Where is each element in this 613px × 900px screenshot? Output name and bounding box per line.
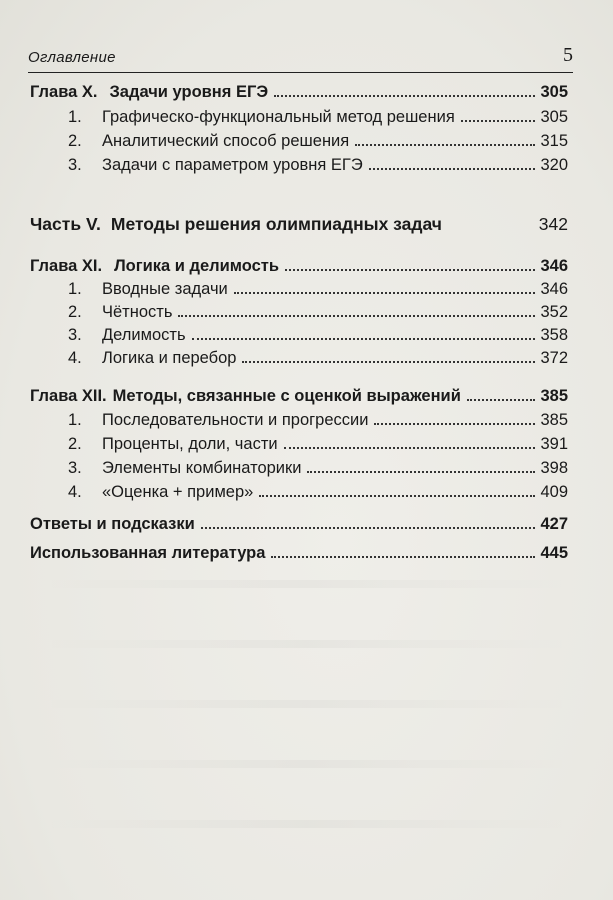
toc-section-11-3[interactable]: [68, 323, 568, 347]
toc-section-12-4[interactable]: [68, 480, 568, 504]
page-number: 372: [540, 349, 568, 367]
section-title: Последовательности и прогрессии: [102, 411, 369, 429]
dot-leader: [461, 120, 536, 122]
dot-leader: [192, 338, 536, 340]
page-number: 352: [540, 303, 568, 321]
chapter-title: Задачи уровня ЕГЭ: [109, 83, 269, 101]
bleed-through: [40, 820, 573, 828]
bleed-through: [40, 580, 573, 588]
section-title: Задачи с параметром уровня ЕГЭ: [102, 156, 363, 174]
page-number: 409: [540, 483, 568, 501]
toc-chapter-11[interactable]: [30, 254, 568, 278]
dot-leader: [369, 168, 536, 170]
section-number: 4.: [68, 349, 82, 367]
dot-leader: [307, 471, 535, 473]
section-title: Элементы комбинаторики: [102, 459, 302, 477]
section-title: Аналитический способ решения: [102, 132, 350, 150]
dot-leader: [284, 447, 536, 449]
toc-section-10-1[interactable]: [68, 105, 568, 129]
toc-section-11-1[interactable]: [68, 277, 568, 301]
chapter-label: Глава XII.: [30, 387, 107, 405]
part-title: Методы решения олимпиадных задач: [110, 214, 442, 234]
dot-leader: [178, 315, 535, 317]
bleed-through: [40, 640, 573, 648]
dot-leader: [201, 527, 536, 529]
page-number: 398: [540, 459, 568, 477]
header-title: Оглавление: [28, 49, 116, 66]
page-number: 445: [540, 544, 568, 562]
toc-section-12-2[interactable]: [68, 432, 568, 456]
dot-leader: [467, 399, 536, 401]
page-number: 385: [540, 411, 568, 429]
section-title: Проценты, доли, части: [102, 435, 278, 453]
toc-section-10-3[interactable]: [68, 153, 568, 177]
section-number: 3.: [68, 459, 82, 477]
dot-leader: [355, 144, 535, 146]
toc-answers[interactable]: [30, 512, 568, 536]
section-number: 2.: [68, 435, 82, 453]
section-number: 1.: [68, 411, 82, 429]
dot-leader: [285, 269, 535, 271]
page-number: 305: [540, 108, 568, 126]
page-number: 315: [540, 132, 568, 150]
page-number: 385: [540, 387, 568, 405]
section-title: Логика и перебор: [102, 349, 237, 367]
toc-part-5[interactable]: [30, 212, 568, 236]
toc-section-12-3[interactable]: [68, 456, 568, 480]
section-title: Вводные задачи: [102, 280, 228, 298]
entry-title: Ответы и подсказки: [30, 515, 195, 533]
bleed-through: [40, 700, 573, 708]
toc-chapter-10[interactable]: [30, 80, 568, 104]
toc-section-12-1[interactable]: [68, 408, 568, 432]
chapter-title: Методы, связанные с оценкой выражений: [112, 387, 461, 405]
chapter-label: Глава XI.: [30, 257, 103, 275]
section-title: Чётность: [102, 303, 173, 321]
toc-section-11-4[interactable]: [68, 346, 568, 370]
entry-title: Использованная литература: [30, 544, 266, 562]
page-number: 346: [540, 280, 568, 298]
page-number: 342: [538, 214, 568, 234]
toc-chapter-12[interactable]: [30, 384, 568, 408]
part-label: Часть V.: [30, 214, 101, 234]
dot-leader: [234, 292, 536, 294]
header-page-number: 5: [563, 44, 573, 66]
page-number: 391: [540, 435, 568, 453]
toc-literature[interactable]: [30, 541, 568, 565]
toc-section-10-2[interactable]: [68, 129, 568, 153]
chapter-title: Логика и делимость: [114, 257, 280, 275]
toc-section-11-2[interactable]: [68, 300, 568, 324]
section-title: Делимость: [102, 326, 186, 344]
page-number: 346: [540, 257, 568, 275]
dot-leader: [271, 556, 535, 558]
running-header: [28, 44, 573, 73]
section-number: 4.: [68, 483, 82, 501]
bleed-through: [40, 760, 573, 768]
page-number: 320: [540, 156, 568, 174]
section-number: 3.: [68, 326, 82, 344]
section-number: 2.: [68, 132, 82, 150]
dot-leader: [274, 95, 535, 97]
dot-leader: [374, 423, 535, 425]
dot-leader: [259, 495, 535, 497]
section-title: Графическо-функциональный метод решения: [102, 108, 455, 126]
page-number: 427: [540, 515, 568, 533]
section-number: 3.: [68, 156, 82, 174]
section-number: 1.: [68, 108, 82, 126]
page-number: 358: [540, 326, 568, 344]
dot-leader: [242, 361, 535, 363]
page-number: 305: [540, 83, 568, 101]
chapter-label: Глава X.: [30, 83, 98, 101]
section-title: «Оценка + пример»: [102, 483, 254, 501]
section-number: 2.: [68, 303, 82, 321]
section-number: 1.: [68, 280, 82, 298]
